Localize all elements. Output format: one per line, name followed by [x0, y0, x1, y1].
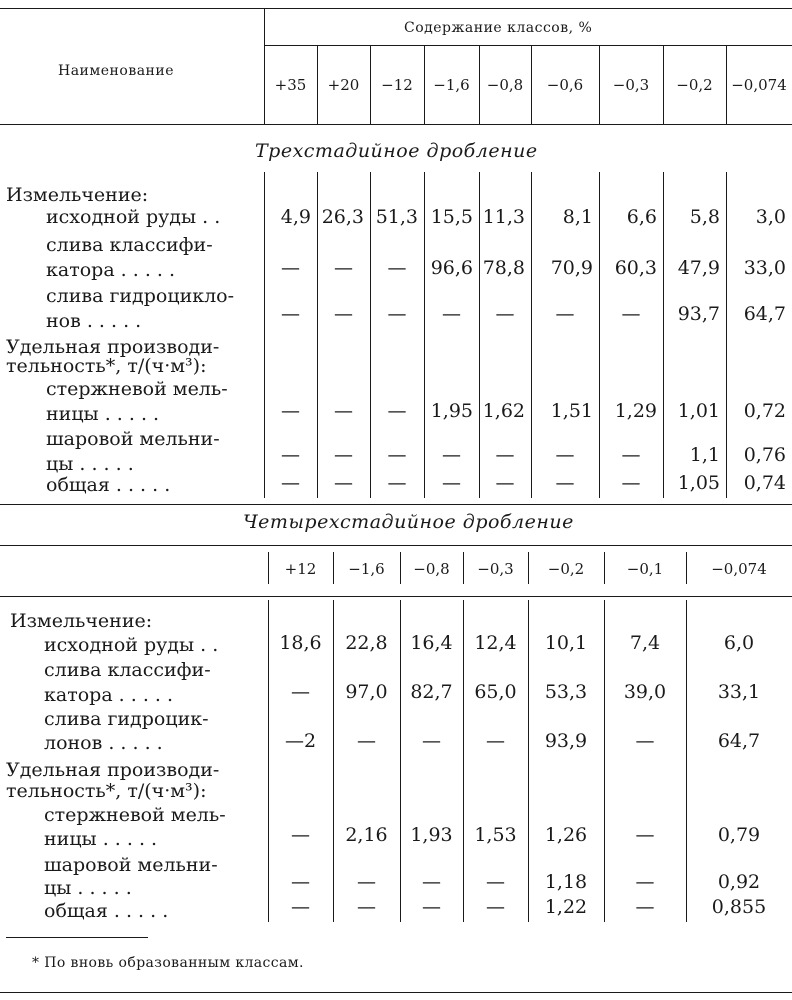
s2-cell-ball: —	[486, 871, 505, 893]
s1-label-total: общая . . . . .	[46, 474, 171, 496]
s1-label-rod-2: ницы . . . . .	[46, 403, 160, 425]
s1-cell-total: 0,74	[743, 472, 786, 494]
s1-cell-ball: —	[621, 444, 641, 466]
s1-label-ore: исходной руды . .	[46, 206, 221, 228]
s1-cell-hydro: —	[281, 303, 300, 325]
s1-cell-ball: —	[387, 444, 407, 466]
s2-cell-ball: 0,92	[717, 871, 761, 893]
s1-cell-total: —	[334, 472, 353, 494]
s2-cell-total: 0,855	[711, 896, 767, 918]
s2-header-divider	[528, 552, 529, 584]
s1-cell-classifier: 96,6	[430, 257, 473, 279]
s1-cell-ore: 5,8	[689, 206, 720, 228]
s1-cell-hydro: —	[621, 303, 641, 325]
s2-label-ball-2: цы . . . . .	[44, 877, 132, 899]
class-header-cell: −0,3	[612, 76, 650, 94]
s2-cell-ore: 7,4	[629, 632, 661, 654]
s2-label-ball-1: шаровой мельни-	[44, 854, 218, 876]
section2-header-top-rule	[0, 545, 792, 546]
s2-class-header-cell: −0,1	[626, 560, 664, 578]
s2-label-rod-2: ницы . . . . .	[44, 828, 158, 850]
s2-cell-classifier: 65,0	[474, 681, 517, 703]
s1-cell-ball: —	[495, 444, 515, 466]
s2-cell-ball: —	[291, 871, 310, 893]
content-header: Содержание классов, %	[404, 20, 593, 36]
s1-cell-classifier: —	[334, 257, 353, 279]
s2-label-ore: исходной руды . .	[44, 634, 219, 656]
s1-cell-rod: —	[387, 400, 407, 422]
s1-cell-rod: 1,62	[482, 400, 525, 422]
class-header-divider	[424, 45, 425, 124]
s2-cell-rod: 1,53	[474, 824, 517, 846]
s1-cell-rod: 1,29	[614, 400, 657, 422]
s1-label-grinding: Измельчение:	[6, 184, 149, 206]
s2-class-header-cell: −0,2	[547, 560, 585, 578]
s2-label-classifier-2: катора . . . . .	[44, 684, 174, 706]
s1-cell-rod: —	[334, 400, 353, 422]
s1-cell-ball: —	[555, 444, 575, 466]
s2-cell-hydro: —2	[284, 730, 317, 752]
s1-cell-ball: —	[281, 444, 300, 466]
s2-header-divider	[268, 552, 269, 584]
s1-cell-total: 1,05	[677, 472, 720, 494]
s1-cell-ball: 1,1	[689, 444, 720, 466]
s1-cell-ball: 0,76	[743, 444, 786, 466]
s1-cell-total: —	[621, 472, 641, 494]
s1-cell-total: —	[495, 472, 515, 494]
s2-class-header-cell: −0,074	[711, 560, 767, 578]
s1-cell-ore: 3,0	[755, 206, 786, 228]
s1-cell-ore: 8,1	[562, 206, 593, 228]
class-header-divider	[479, 45, 480, 124]
s2-cell-classifier: 82,7	[410, 681, 453, 703]
s1-label-perf-2: тельность*, т/(ч·м³):	[6, 355, 207, 377]
s2-cell-classifier: —	[291, 681, 310, 703]
s2-cell-ore: 12,4	[474, 632, 517, 654]
class-header-cell: +20	[327, 76, 360, 94]
s1-label-hydro-2: нов . . . . .	[46, 310, 142, 332]
s2-cell-hydro: —	[357, 730, 376, 752]
s1-cell-rod: 1,51	[550, 400, 593, 422]
s1-cell-rod: 0,72	[743, 400, 786, 422]
s2-cell-hydro: 93,9	[544, 730, 588, 752]
s2-cell-ball: —	[357, 871, 376, 893]
bottom-rule	[0, 992, 792, 993]
s2-cell-ore: 18,6	[279, 632, 322, 654]
section2-title: Четырехстадийное дробление	[243, 511, 574, 533]
class-header-divider	[370, 45, 371, 124]
class-header-divider	[531, 45, 532, 124]
s2-label-grinding: Измельчение:	[10, 610, 153, 632]
s2-cell-classifier: 97,0	[345, 681, 388, 703]
s1-cell-ore: 11,3	[482, 206, 525, 228]
class-header-cell: +35	[274, 76, 307, 94]
s2-class-header-cell: −0,3	[477, 560, 514, 578]
s2-class-header-cell: −0,8	[413, 560, 450, 578]
s2-cell-rod: —	[635, 824, 655, 846]
name-column-header: Наименование	[58, 63, 174, 79]
s2-cell-ore: 6,0	[723, 632, 755, 654]
s2-label-perf-1: Удельная производи-	[6, 759, 220, 781]
class-header-divider	[599, 45, 600, 124]
s2-cell-ball: —	[422, 871, 441, 893]
s2-cell-total: —	[486, 896, 505, 918]
section2-header-bottom-rule	[0, 596, 792, 597]
s1-cell-rod: 1,01	[677, 400, 720, 422]
s1-cell-total: —	[387, 472, 407, 494]
s1-cell-classifier: 47,9	[677, 257, 720, 279]
s1-label-hydro-1: слива гидроцикло-	[46, 285, 235, 307]
s2-cell-hydro: 64,7	[717, 730, 761, 752]
header-divider	[264, 8, 265, 124]
s2-cell-rod: 1,26	[544, 824, 588, 846]
s1-cell-ore: 26,3	[321, 206, 364, 228]
header-bottom-rule	[0, 124, 792, 125]
s2-cell-hydro: —	[422, 730, 441, 752]
s2-class-header-cell: +12	[284, 560, 317, 578]
s1-cell-total: —	[281, 472, 300, 494]
s1-label-ball-2: цы . . . . .	[46, 453, 134, 475]
s1-cell-total: —	[555, 472, 575, 494]
s2-cell-ball: 1,18	[544, 871, 588, 893]
footnote: * По вновь образованным классам.	[32, 955, 304, 971]
s1-cell-total: —	[442, 472, 461, 494]
s1-cell-ball: —	[442, 444, 461, 466]
s2-cell-total: —	[357, 896, 376, 918]
s1-cell-hydro: 93,7	[677, 303, 720, 325]
s2-class-header-cell: −1,6	[348, 560, 385, 578]
s2-label-rod-1: стержневой мель-	[44, 804, 226, 826]
s2-cell-hydro: —	[486, 730, 505, 752]
s1-cell-classifier: 60,3	[614, 257, 657, 279]
s2-cell-rod: 0,79	[717, 824, 761, 846]
s2-cell-classifier: 53,3	[544, 681, 588, 703]
s2-label-total: общая . . . . .	[44, 900, 169, 922]
s2-cell-ore: 22,8	[345, 632, 388, 654]
s1-cell-hydro: —	[555, 303, 575, 325]
class-header-divider	[317, 45, 318, 124]
s1-cell-rod: 1,95	[430, 400, 473, 422]
section1-bottom-rule	[0, 504, 792, 505]
s1-cell-ore: 15,5	[430, 206, 473, 228]
s1-label-classifier-2: катора . . . . .	[46, 259, 176, 281]
s1-cell-ore: 4,9	[280, 206, 311, 228]
s2-cell-ore: 16,4	[410, 632, 453, 654]
s2-cell-rod: —	[291, 824, 310, 846]
s2-label-hydro-2: лонов . . . . .	[44, 732, 163, 754]
s1-label-ball-1: шаровой мельни-	[46, 428, 220, 450]
class-header-cell: −0,2	[676, 76, 713, 94]
s1-cell-classifier: —	[281, 257, 300, 279]
s1-cell-hydro: 64,7	[743, 303, 786, 325]
s2-cell-hydro: —	[635, 730, 655, 752]
class-header-cell: −12	[381, 76, 413, 94]
s1-cell-classifier: 70,9	[550, 257, 593, 279]
s2-header-divider	[686, 552, 687, 584]
s2-header-divider	[333, 552, 334, 584]
s1-cell-hydro: —	[387, 303, 407, 325]
footnote-rule	[6, 937, 148, 938]
s2-cell-rod: 1,93	[410, 824, 453, 846]
header-mid-rule	[264, 45, 792, 46]
top-rule	[0, 8, 792, 9]
s1-cell-classifier: 78,8	[482, 257, 525, 279]
s1-cell-rod: —	[281, 400, 300, 422]
s1-cell-classifier: 33,0	[743, 257, 786, 279]
s1-cell-ball: —	[334, 444, 353, 466]
s2-cell-total: —	[422, 896, 441, 918]
s1-cell-hydro: —	[442, 303, 461, 325]
s1-cell-ore: 51,3	[375, 206, 418, 228]
s1-cell-ore: 6,6	[626, 206, 657, 228]
s1-label-classifier-1: слива классифи-	[46, 234, 213, 256]
s2-cell-ball: —	[635, 871, 655, 893]
section1-title: Трехстадийное дробление	[255, 140, 538, 162]
s2-header-divider	[463, 552, 464, 584]
class-header-divider	[726, 45, 727, 124]
class-header-cell: −0,8	[486, 76, 524, 94]
s2-cell-classifier: 39,0	[623, 681, 667, 703]
s2-cell-ore: 10,1	[544, 632, 588, 654]
s2-cell-classifier: 33,1	[717, 681, 761, 703]
s2-header-divider	[604, 552, 605, 584]
s1-label-rod-1: стержневой мель-	[46, 378, 228, 400]
s2-cell-rod: 2,16	[345, 824, 388, 846]
s2-label-hydro-1: слива гидроцик-	[44, 708, 209, 730]
s2-cell-total: —	[635, 896, 655, 918]
s2-cell-total: 1,22	[544, 896, 588, 918]
s1-cell-hydro: —	[495, 303, 515, 325]
s1-cell-hydro: —	[334, 303, 353, 325]
class-header-cell: −0,074	[731, 76, 787, 94]
s1-cell-classifier: —	[387, 257, 407, 279]
s2-header-divider	[400, 552, 401, 584]
s1-label-perf-1: Удельная производи-	[6, 336, 220, 358]
class-header-divider	[663, 45, 664, 124]
s2-label-perf-2: тельность*, т/(ч·м³):	[6, 780, 207, 802]
class-header-cell: −0,6	[546, 76, 584, 94]
class-header-cell: −1,6	[433, 76, 470, 94]
s2-label-classifier-1: слива классифи-	[44, 659, 211, 681]
s2-cell-total: —	[291, 896, 310, 918]
